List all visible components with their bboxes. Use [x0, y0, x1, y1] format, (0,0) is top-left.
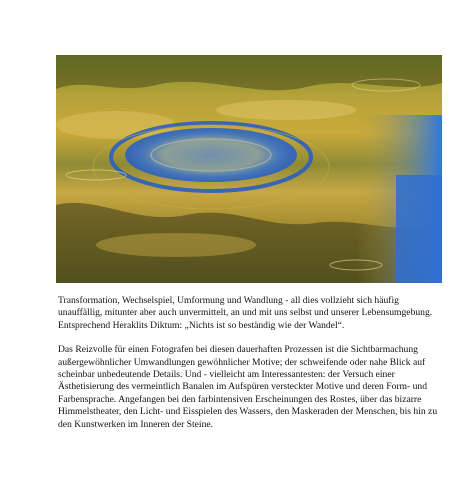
water-reflection-photo	[56, 55, 442, 283]
paragraph-2: Das Reizvolle für einen Fotografen bei diesen dauerhaften Prozessen ist die Sichtbarmachung außergewöhnlicher Umwandlungen gewöhnlicher Motive; der schweifende oder nahe Blick auf scheinbar unbedeutende Details. Und - vielleicht am Interessantesten: der Versuch einer Ästhetisierung des vermeintlich Banalen im Aufspüren versteckter Motive und deren Form- und Farbensprache. Angefangen bei den farbintensiven Erscheinungen des Rostes, über das bizarre Himmelstheater, den Licht- und Eisspielen des Wassers, den Maskeraden der Menschen, bis hin zu den Kunstwerken im Inneren der Steine.	[58, 344, 438, 430]
paragraph-1: Transformation, Wechselspiel, Umformung und Wandlung - all dies vollzieht sich häufig unauffällig, mitunter aber auch unvermittelt, an und mit uns selbst und unserer Lebensumgebung. Entsprechend Heraklits Diktum: „Nichts ist so beständig wie der Wandel“.	[58, 295, 433, 331]
body-text	[58, 295, 444, 443]
photo-illustration	[56, 55, 442, 283]
